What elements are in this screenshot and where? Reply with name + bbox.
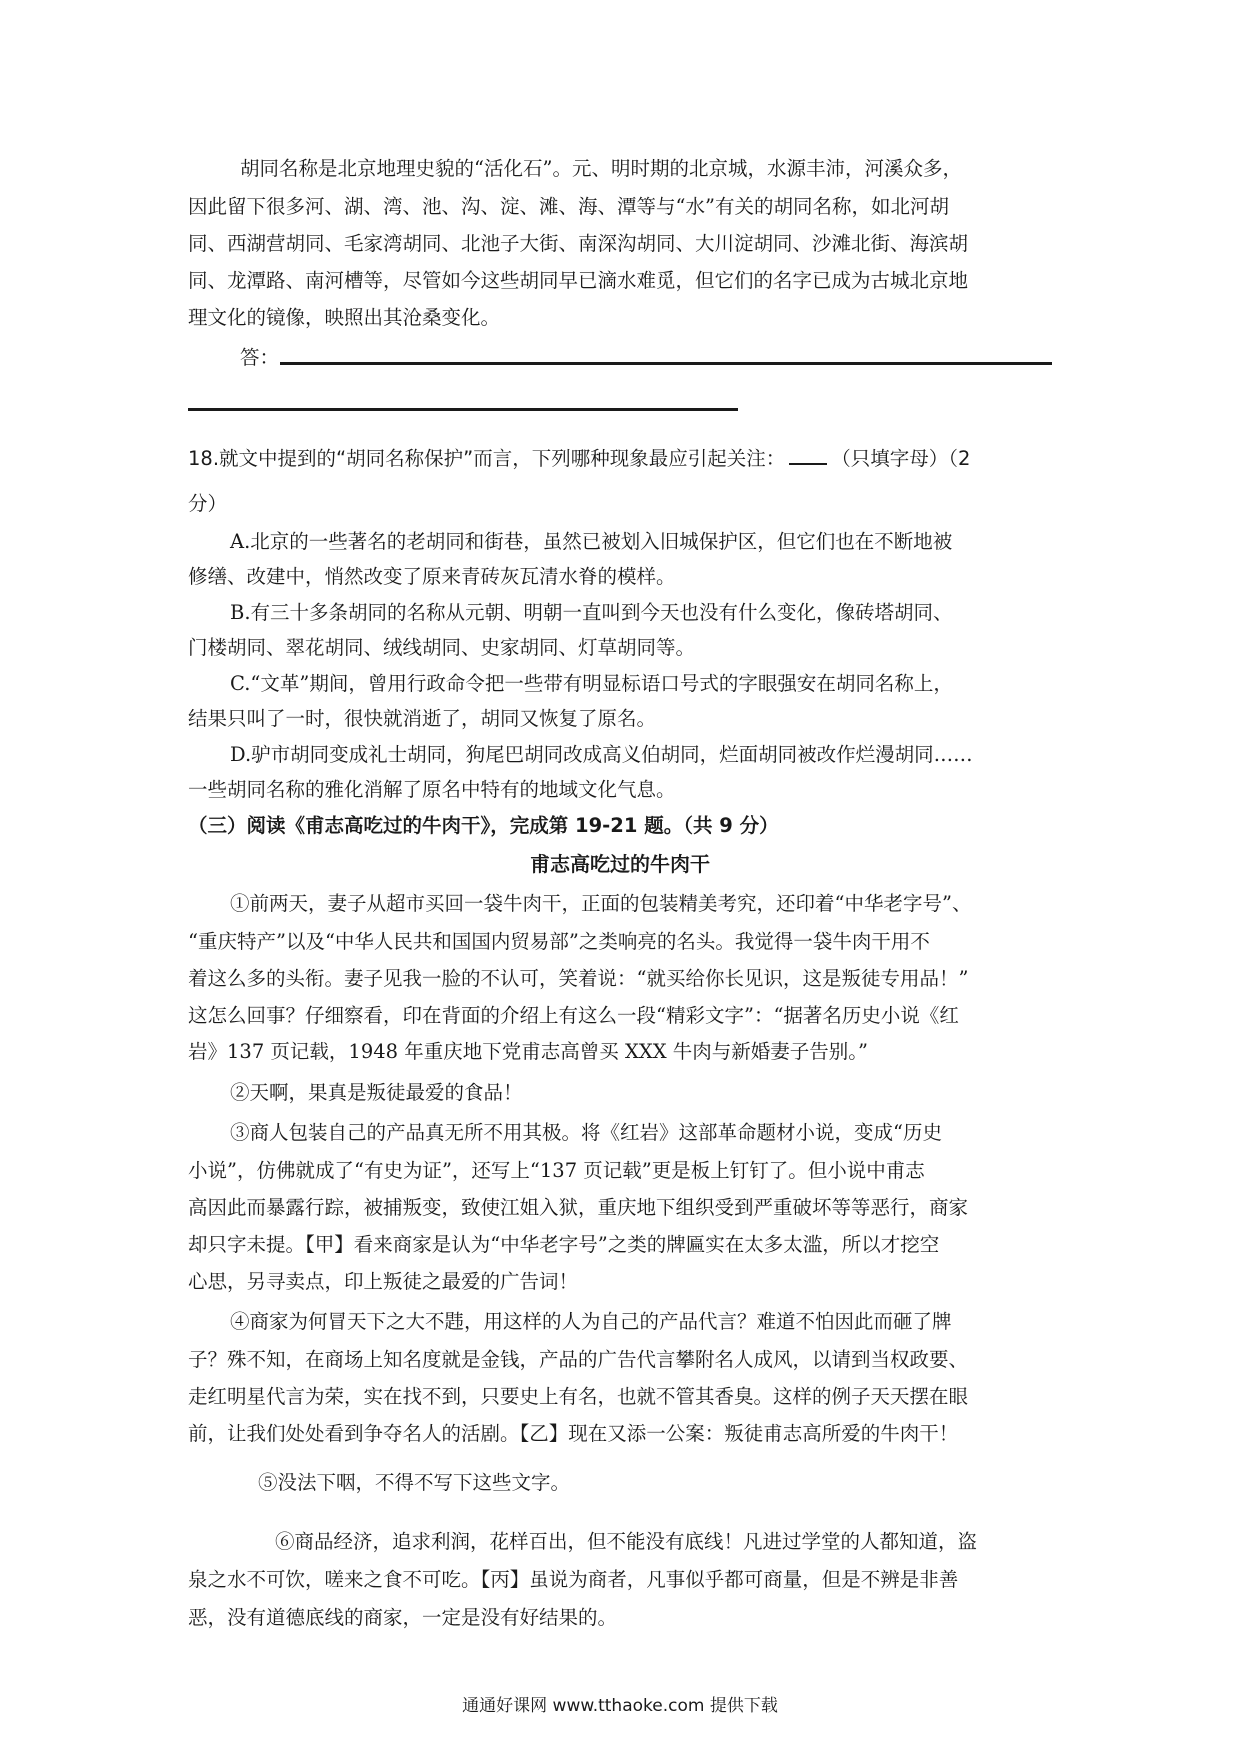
para-1-line-4: 这怎么回事？仔细察看，印在背面的介绍上有这么一段“精彩文字”：“据著名历史小说《红 (188, 1004, 959, 1027)
para-3-line-1: ③商人包装自己的产品真无所不用其极。将《红岩》这部革命题材小说，变成“历史 (230, 1121, 942, 1144)
para-6-line-2: 泉之水不可饮，嗟来之食不可吃。【丙】虽说为商者，凡事似乎都可商量，但是不辨是非善 (188, 1568, 959, 1591)
option-b-line-1: B.有三十多条胡同的名称从元朝、明朝一直叫到今天也没有什么变化，像砖塔胡同、 (230, 601, 953, 624)
para-1-line-1: ①前两天，妻子从超市买回一袋牛肉干，正面的包装精美考究，还印着“中华老字号”、 (230, 892, 972, 915)
intro-line-1: 胡同名称是北京地理史貌的“活化石”。元、明时期的北京城，水源丰沛，河溪众多， (240, 157, 962, 180)
intro-line-5: 理文化的镜像，映照出其沧桑变化。 (188, 306, 501, 329)
para-3-line-4: 却只字未提。【甲】看来商家是认为“中华老字号”之类的牌匾实在太多太滥，所以才挖空 (188, 1233, 940, 1256)
para-4-line-1: ④商家为何冒天下之大不韪，用这样的人为自己的产品代言？难道不怕因此而砸了牌 (230, 1310, 952, 1333)
para-2-line-1: ②天啊，果真是叛徒最爱的食品！ (230, 1081, 523, 1104)
para-3-line-2: 小说”，仿佛就成了“有史为证”，还写上“137 页记载”更是板上钉钉了。但小说中甫志 (188, 1159, 925, 1182)
para-1-line-5: 岩》137 页记载，1948 年重庆地下党甫志高曾买 XXX 牛肉与新婚妻子告别。” (188, 1040, 869, 1063)
answer-rule-2[interactable] (188, 408, 738, 411)
option-a-line-1: A.北京的一些著名的老胡同和街巷，虽然已被划入旧城保护区，但它们也在不断地被 (230, 530, 953, 553)
option-c-line-1: C.“文革”期间，曾用行政命令把一些带有明显标语口号式的字眼强安在胡同名称上， (230, 672, 953, 695)
para-6-line-1: ⑥商品经济，追求利润，花样百出，但不能没有底线！凡进过学堂的人都知道，盗 (275, 1530, 978, 1553)
intro-line-2: 因此留下很多河、湖、湾、池、沟、淀、滩、海、潭等与“水”有关的胡同名称，如北河胡 (188, 195, 949, 218)
option-d-line-2: 一些胡同名称的雅化消解了原名中特有的地域文化气息。 (188, 778, 676, 801)
question-18-line-1 (188, 445, 970, 471)
option-a-line-2: 修缮、改建中，悄然改变了原来青砖灰瓦清水脊的模样。 (188, 565, 676, 588)
option-b-line-2: 门楼胡同、翠花胡同、绒线胡同、史家胡同、灯草胡同等。 (188, 636, 696, 659)
answer-rule-1[interactable] (280, 362, 1052, 365)
option-c-line-2: 结果只叫了一时，很快就消逝了，胡同又恢复了原名。 (188, 707, 657, 730)
footer-download-note: 通通好课网 www.tthaoke.com 提供下载 (462, 1696, 778, 1716)
question-18-prompt: 18.就文中提到的“胡同名称保护”而言，下列哪种现象最应引起关注： (188, 447, 786, 470)
intro-line-4: 同、龙潭路、南河槽等，尽管如今这些胡同早已滴水难觅，但它们的名字已成为古城北京地 (188, 269, 969, 292)
intro-line-3: 同、西湖营胡同、毛家湾胡同、北池子大街、南深沟胡同、大川淀胡同、沙滩北街、海滨胡 (188, 232, 969, 255)
para-3-line-5: 心思，另寻卖点，印上叛徒之最爱的广告词！ (188, 1270, 579, 1293)
para-4-line-2: 子？殊不知，在商场上知名度就是金钱，产品的广告代言攀附名人成风，以请到当权政要、 (188, 1348, 969, 1371)
question-18-note: （只填字母）（2 (831, 447, 971, 470)
para-1-line-2: “重庆特产”以及“中华人民共和国国内贸易部”之类响亮的名头。我觉得一袋牛肉干用不 (188, 930, 930, 953)
para-4-line-3: 走红明星代言为荣，实在找不到，只要史上有名，也就不管其香臭。这样的例子天天摆在眼 (188, 1385, 969, 1408)
option-d-line-1: D.驴市胡同变成礼士胡同，狗尾巴胡同改成高义伯胡同，烂面胡同被改作烂漫胡同…… (230, 743, 973, 766)
article-title: 甫志高吃过的牛肉干 (530, 852, 710, 876)
para-6-line-3: 恶，没有道德底线的商家，一定是没有好结果的。 (188, 1606, 618, 1629)
answer-label: 答： (240, 346, 280, 369)
question-18-line-2: 分） (188, 492, 228, 515)
section-3-heading: （三）阅读《甫志高吃过的牛肉干》，完成第 19-21 题。（共 9 分） (188, 814, 779, 837)
answer-blank[interactable] (789, 445, 827, 465)
para-4-line-4: 前，让我们处处看到争夺名人的活剧。【乙】现在又添一公案：叛徒甫志高所爱的牛肉干！ (188, 1422, 959, 1445)
para-1-line-3: 着这么多的头衔。妻子见我一脸的不认可，笑着说：“就买给你长见识，这是叛徒专用品！” (188, 967, 969, 990)
para-5-line-1: ⑤没法下咽，不得不写下这些文字。 (258, 1471, 571, 1494)
para-3-line-3: 高因此而暴露行踪，被捕叛变，致使江姐入狱，重庆地下组织受到严重破坏等等恶行，商家 (188, 1196, 969, 1219)
